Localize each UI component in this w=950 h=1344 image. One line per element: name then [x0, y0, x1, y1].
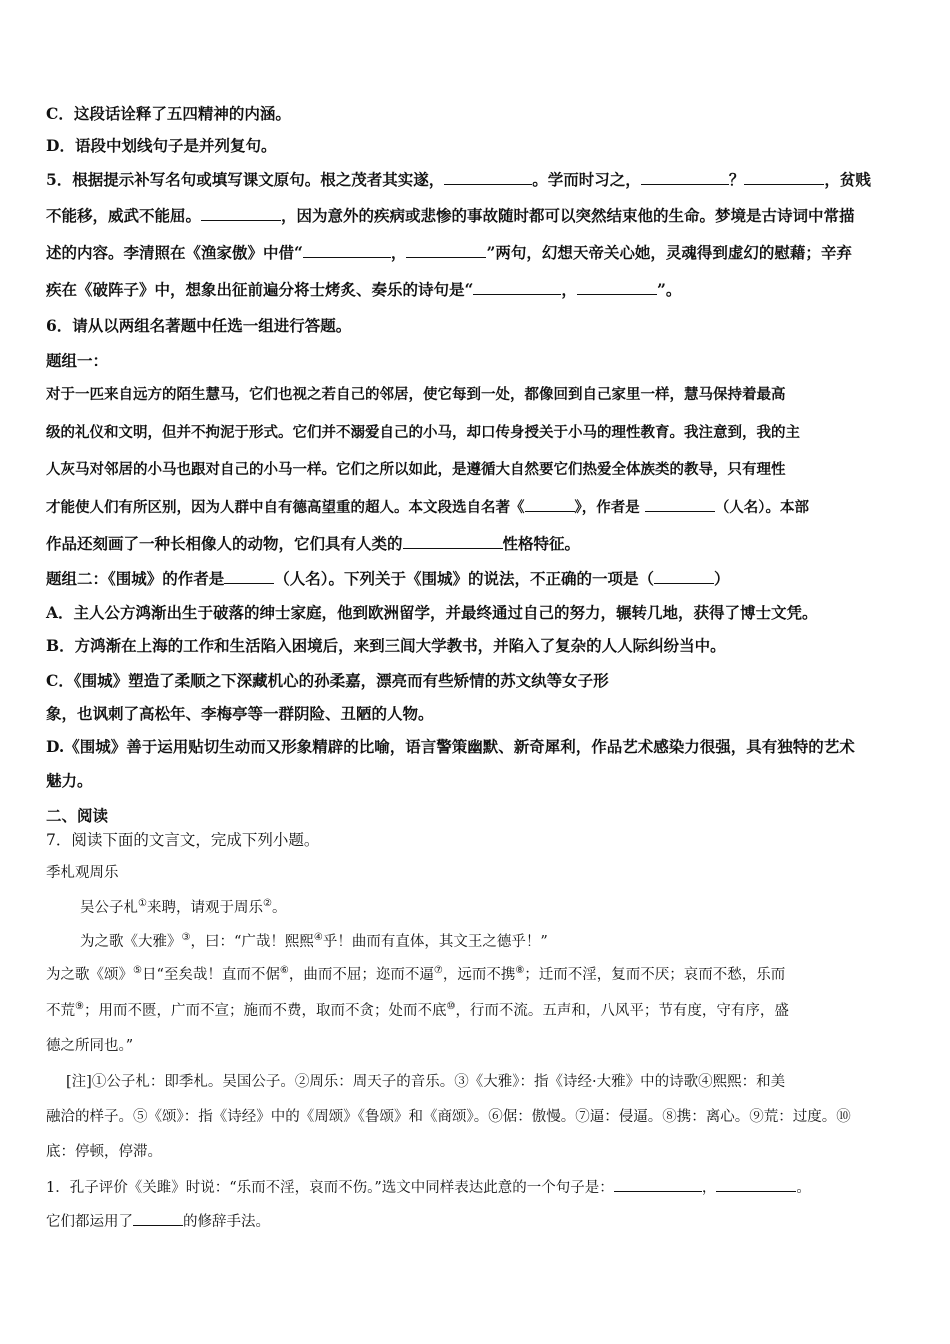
passage-line: 作品还刻画了一种长相像人的动物，它们具有人类的 性格特征。 — [46, 534, 581, 553]
answer-blank[interactable] — [201, 206, 281, 221]
q5-line-3: 述的内容。李清照在《渔家傲》中借“ ， ”两句，幻想天帝关心她，灵魂得到虚幻的慰藉；辛弃 — [46, 243, 852, 262]
passage-line: 才能使人们有所区别，因为人群中自有德高望重的超人。本文段选自名著《 》，作者是 （人名）。本部 — [46, 499, 810, 516]
annotation-line: 底：停顿，停滞。 — [46, 1144, 162, 1160]
answer-blank[interactable] — [645, 497, 715, 512]
classical-line: 不荒⑨；用而不匮，广而不宣；施而不费，取而不贪；处而不底⑩，行而不流。五声和，八风平；节有度，守有序，盛 — [46, 1001, 789, 1019]
q5-line-1: 5．根据提示补写名句或填写课文原句。根之茂者其实遂， 。学而时习之， ？ ，贫贱 — [46, 170, 871, 189]
annotation-line: [注]①公子札：即季札。吴国公子。②周乐：周天子的音乐。③《大雅》：指《诗经·大雅》中的诗歌④熙熙：和美 — [66, 1074, 786, 1090]
passage-title: 季札观周乐 — [46, 865, 119, 881]
classical-line: 为之歌《大雅》③，曰：“广哉！熙熙④乎！曲而有直体，其文王之德乎！” — [80, 932, 548, 950]
answer-blank[interactable] — [444, 170, 532, 185]
option-d-line: D．语段中划线句子是并列复句。 — [46, 136, 277, 155]
subquestion-1: 1．孔子评价《关雎》时说：“乐而不淫，哀而不伤。”选文中同样表达此意的一个句子是： ， 。 — [46, 1177, 811, 1198]
answer-blank[interactable] — [403, 534, 503, 549]
answer-blank[interactable] — [744, 170, 824, 185]
q5-line-4: 疾在《破阵子》中，想象出征前遍分将士烤炙、奏乐的诗句是“ ， ”。 — [46, 280, 682, 299]
q7-heading: 7．阅读下面的文言文，完成下列小题。 — [46, 831, 320, 849]
annotation-line: 融洽的样子。⑤《颂》：指《诗经》中的《周颂》《鲁颂》和《商颂》。⑥倨：傲慢。⑦逼：侵逼。⑧携：离心。⑨荒：过度。⑩ — [46, 1109, 851, 1125]
answer-blank[interactable] — [133, 1211, 183, 1226]
answer-blank[interactable] — [641, 170, 729, 185]
option-a: A．主人公方鸿渐出生于破落的绅士家庭，他到欧洲留学，并最终通过自己的努力，辗转几地，获得了博士文凭。 — [46, 603, 818, 622]
option-c: C．《围城》塑造了柔顺之下深藏机心的孙柔嘉，漂亮而有些矫情的苏文纨等女子形 — [46, 671, 609, 690]
q6-heading: 6．请从以两组名著题中任选一组进行答题。 — [46, 316, 352, 335]
group1-title: 题组一： — [46, 351, 109, 370]
answer-blank[interactable] — [406, 243, 486, 258]
option-c-line: C．这段话诠释了五四精神的内涵。 — [46, 104, 291, 123]
answer-blank[interactable] — [525, 497, 575, 512]
answer-blank[interactable] — [716, 1177, 796, 1192]
option-d-cont: 魅力。 — [46, 771, 93, 790]
group2-line: 题组二：《围城》的作者是 （人名）。下列关于《围城》的说法，不正确的一项是（ ） — [46, 569, 730, 588]
passage-line: 人灰马对邻居的小马也跟对自己的小马一样。它们之所以如此，是遵循大自然要它们热爱全体族类的教导，只有理性 — [46, 461, 786, 478]
q5-line-2: 不能移，威武不能屈。 ，因为意外的疾病或悲惨的事故随时都可以突然结束他的生命。梦境是古诗词中常描 — [46, 206, 855, 225]
section-2-title: 二、阅读 — [46, 806, 109, 825]
answer-blank[interactable] — [614, 1177, 702, 1192]
answer-blank[interactable] — [654, 569, 714, 584]
answer-blank[interactable] — [303, 243, 391, 258]
passage-line: 对于一匹来自远方的陌生慧马，它们也视之若自己的邻居，使它每到一处，都像回到自己家里一样，慧马保持着最高 — [46, 386, 786, 403]
answer-blank[interactable] — [577, 280, 657, 295]
classical-line: 德之所同也。” — [46, 1038, 134, 1054]
classical-line: 吴公子札①来聘，请观于周乐②。 — [80, 898, 287, 916]
option-c-cont: 象，也讽刺了高松年、李梅亭等一群阴险、丑陋的人物。 — [46, 704, 434, 723]
classical-line: 为之歌《颂》⑤日“至矣哉！直而不倨⑥，曲而不屈；迩而不逼⑦，远而不携⑧；迁而不淫，复而不厌；哀而不愁，乐而 — [46, 965, 786, 983]
subquestion-1-cont: 它们都运用了 的修辞手法。 — [46, 1211, 270, 1232]
answer-blank[interactable] — [473, 280, 561, 295]
option-d: D.《围城》善于运用贴切生动而又形象精辟的比喻，语言警策幽默、新奇犀利，作品艺术感染力很强，具有独特的艺术 — [46, 737, 855, 756]
option-b: B．方鸿渐在上海的工作和生活陷入困境后，来到三闾大学教书，并陷入了复杂的人人际纠纷当中。 — [46, 636, 726, 655]
passage-line: 级的礼仪和文明，但并不拘泥于形式。它们并不溺爱自己的小马，却口传身授关于小马的理性教育。我注意到，我的主 — [46, 424, 800, 441]
answer-blank[interactable] — [224, 569, 274, 584]
